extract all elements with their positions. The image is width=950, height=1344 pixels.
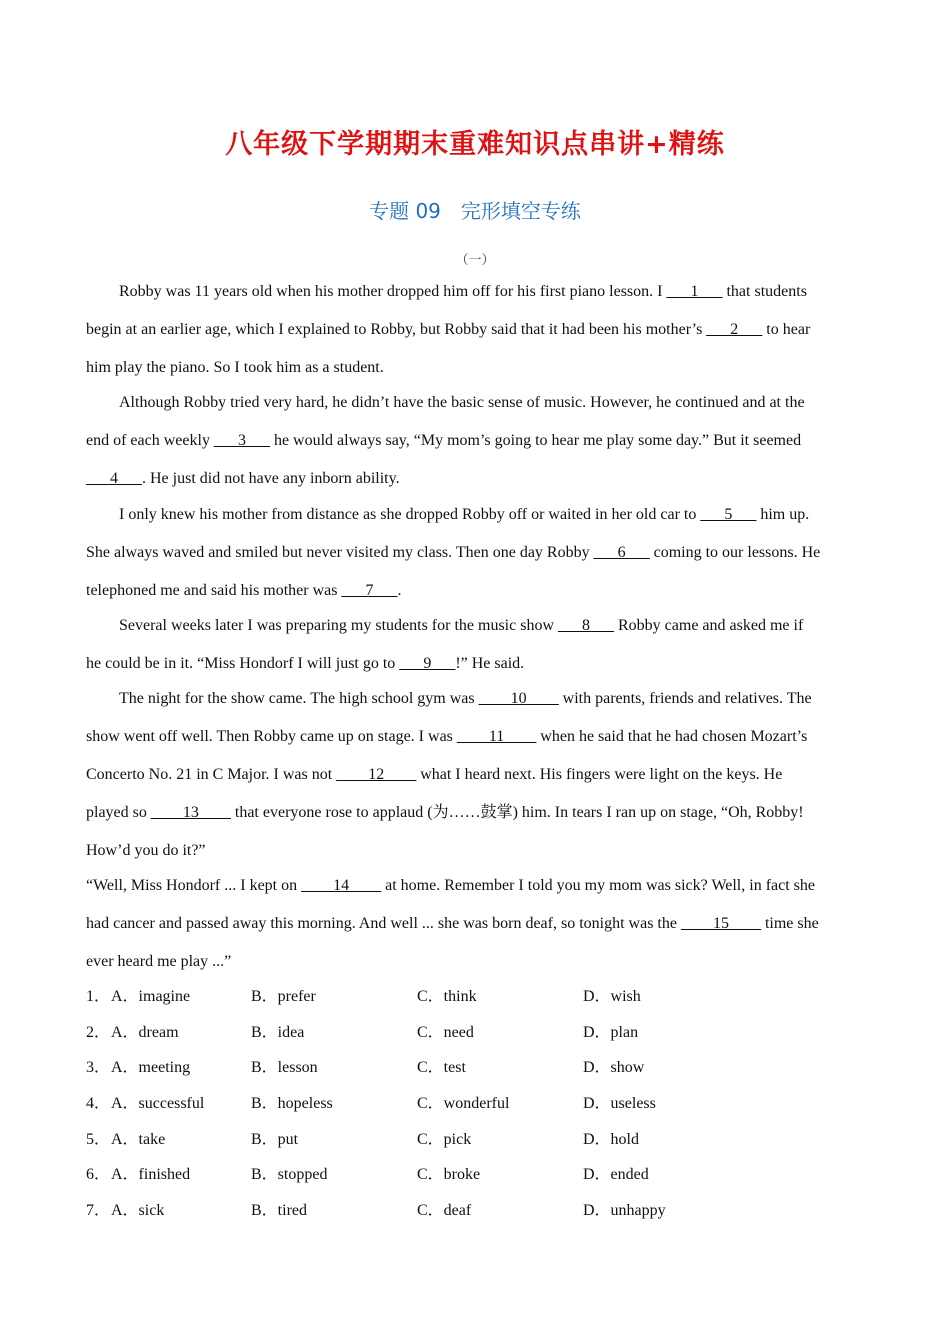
passage-line: show went off well. Then Robby came up on stage. I was ____11____ when he said that he had chosen Mozart’s: [86, 728, 808, 745]
option-a: A．meeting: [111, 1059, 191, 1076]
question-number: 7．: [86, 1202, 111, 1219]
question-number: 4．: [86, 1095, 111, 1112]
section-marker: （一）: [455, 252, 495, 267]
option-c: C．need: [417, 1024, 474, 1041]
topic-label: 专题 09: [369, 199, 441, 223]
option-a: A．take: [111, 1131, 166, 1148]
blank-5: ___5___: [700, 506, 757, 523]
option-b: B．tired: [251, 1202, 307, 1219]
option-a: A．dream: [111, 1024, 179, 1041]
blank-14: ____14____: [301, 877, 382, 894]
option-c: C．think: [417, 988, 477, 1005]
passage-line: How’d you do it?”: [86, 842, 206, 859]
topic-name: 完形填空专练: [460, 199, 581, 223]
question-number: 5．: [86, 1131, 111, 1148]
passage-line: “Well, Miss Hondorf ... I kept on ____14____ at home. Remember I told you my mom was sick? Well, in fact she: [86, 877, 815, 894]
option-c: C．deaf: [417, 1202, 472, 1219]
blank-11: ____11____: [456, 728, 537, 745]
passage-line: ever heard me play ...”: [86, 953, 232, 970]
option-b: B．lesson: [251, 1059, 318, 1076]
option-d: D．hold: [583, 1131, 640, 1148]
passage-line: played so ____13____ that everyone rose to applaud (为……鼓掌) him. In tears I ran up on stage, “Oh, Robby!: [86, 804, 804, 821]
passage-line: telephoned me and said his mother was ___7___.: [86, 582, 402, 599]
question-number: 6．: [86, 1166, 111, 1183]
passage-line: Several weeks later I was preparing my students for the music show ___8___ Robby came and asked me if: [119, 617, 804, 634]
blank-15: ____15____: [680, 915, 761, 932]
question-number: 1．: [86, 988, 111, 1005]
passage-line: ___4___. He just did not have any inborn ability.: [86, 470, 400, 487]
passage-line: begin at an earlier age, which I explained to Robby, but Robby said that it had been his mother’s ___2___ to hear: [86, 321, 811, 338]
option-b: B．put: [251, 1131, 299, 1148]
blank-8: ___8___: [558, 617, 614, 634]
option-b: B．hopeless: [251, 1095, 333, 1112]
option-b: B．idea: [251, 1024, 305, 1041]
option-c: C．test: [417, 1059, 466, 1076]
blank-3: ___3___: [213, 432, 270, 449]
blank-13: ____13____: [150, 804, 231, 821]
option-a: A．imagine: [111, 988, 191, 1005]
blank-7: ___7___: [341, 582, 398, 599]
blank-10: ____10____: [478, 690, 559, 707]
blank-12: ____12____: [336, 766, 417, 783]
passage-line: I only knew his mother from distance as she dropped Robby off or waited in her old car to ___5___ him up.: [119, 506, 810, 523]
passage-line: Although Robby tried very hard, he didn’t have the basic sense of music. However, he continued and at the: [119, 394, 805, 411]
option-a: A．finished: [111, 1166, 191, 1183]
option-a: A．sick: [111, 1202, 165, 1219]
blank-2: ___2___: [706, 321, 763, 338]
passage-line: him play the piano. So I took him as a student.: [86, 359, 384, 376]
passage-line: he could be in it. “Miss Hondorf I will just go to ___9___!” He said.: [86, 655, 525, 672]
option-c: C．wonderful: [417, 1095, 510, 1112]
blank-6: ___6___: [593, 544, 650, 561]
passage-line: She always waved and smiled but never visited my class. Then one day Robby ___6___ coming to our lessons. He: [86, 544, 821, 561]
passage-line: Robby was 11 years old when his mother dropped him off for his first piano lesson. I ___1___ that students: [119, 283, 807, 300]
option-d: D．unhappy: [583, 1202, 666, 1219]
option-c: C．broke: [417, 1166, 481, 1183]
option-a: A．successful: [111, 1095, 205, 1112]
question-number: 3．: [86, 1059, 111, 1076]
option-d: D．show: [583, 1059, 645, 1076]
question-number: 2．: [86, 1024, 111, 1041]
option-d: D．useless: [583, 1095, 656, 1112]
page-title: 八年级下学期期末重难知识点串讲+精练: [225, 129, 725, 160]
blank-4: ___4___: [86, 470, 142, 487]
option-b: B．stopped: [251, 1166, 328, 1183]
passage-line: had cancer and passed away this morning. And well ... she was born deaf, so tonight was the ____15____ time she: [86, 915, 819, 932]
option-d: D．ended: [583, 1166, 649, 1183]
option-c: C．pick: [417, 1131, 472, 1148]
passage-line: The night for the show came. The high school gym was ____10____ with parents, friends and relatives. The: [119, 690, 812, 707]
blank-1: ___1___: [666, 283, 723, 300]
option-b: B．prefer: [251, 988, 316, 1005]
blank-9: ___9___: [399, 655, 456, 672]
topic-heading: [0, 195, 950, 224]
option-d: D．wish: [583, 988, 641, 1005]
passage-line: end of each weekly ___3___ he would always say, “My mom’s going to hear me play some day.” But it seemed: [86, 432, 802, 449]
option-d: D．plan: [583, 1024, 639, 1041]
passage-line: Concerto No. 21 in C Major. I was not ____12____ what I heard next. His fingers were light on the keys. He: [86, 766, 783, 783]
